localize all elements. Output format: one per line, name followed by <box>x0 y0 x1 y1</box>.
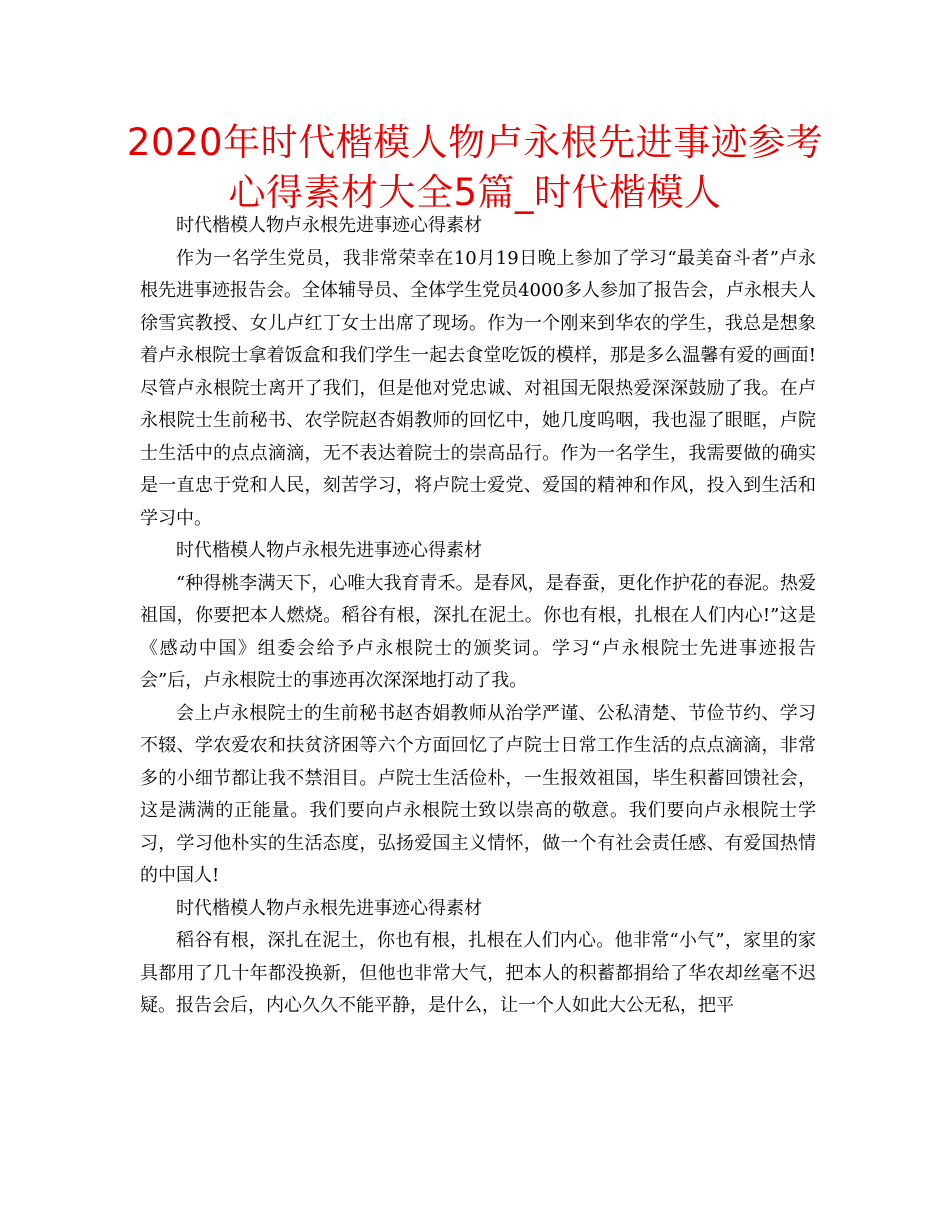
body-paragraph: 作为一名学生党员，我非常荣幸在10月19日晚上参加了学习“最美奋斗者”卢永根先进事迹报告会。全体辅导员、全体学生党员4000多人参加了报告会，卢永根夫人徐雪宾教授、女儿卢红丁女士出席了现场。作为一个刚来到华农的学生，我总是想象着卢永根院士拿着饭盒和我们学生一起去食堂吃饭的模样，那是多么温馨有爱的画面!尽管卢永根院士离开了我们，但是他对党忠诚、对祖国无限热爱深深鼓励了我。在卢永根院士生前秘书、农学院赵杏娟教师的回忆中，她几度呜咽，我也湿了眼眶，卢院士生活中的点点滴滴，无不表达着院士的崇高品行。作为一名学生，我需要做的确实是一直忠于党和人民，刻苦学习，将卢院士爱党、爱国的精神和作风，投入到生活和学习中。 <box>140 247 816 529</box>
body-paragraph: 会上卢永根院士的生前秘书赵杏娟教师从治学严谨、公私清楚、节俭节约、学习不辍、学农爱农和扶贫济困等六个方面回忆了卢院士日常工作生活的点点滴滴，非常多的小细节都让我不禁泪目。卢院士生活俭朴，一生报效祖国，毕生积蓄回馈社会，这是满满的正能量。我们要向卢永根院士致以崇高的敬意。我们要向卢永根院士学习，学习他朴实的生活态度，弘扬爱国主义情怀，做一个有社会责任感、有爱国热情的中国人! <box>140 702 816 886</box>
body-paragraph: 稻谷有根，深扎在泥土，你也有根，扎根在人们内心。他非常“小气”，家里的家具都用了几十年都没换新，但他也非常大气，把本人的积蓄都捐给了华农却丝毫不迟疑。报告会后，内心久久不能平静，是什么，让一个人如此大公无私，把平 <box>140 930 816 1016</box>
body-paragraph: “种得桃李满天下，心唯大我育青禾。是春风，是春蚕，更化作护花的春泥。热爱祖国，你要把本人燃烧。稻谷有根，深扎在泥土。你也有根，扎根在人们内心!”这是《感动中国》组委会给予卢永根院士的颁奖词。学习“卢永根院士先进事迹报告会”后，卢永根院士的事迹再次深深地打动了我。 <box>140 572 816 691</box>
document-body <box>140 210 816 1023</box>
document-title: 2020年时代楷模人物卢永根先进事迹参考心得素材大全5篇_时代楷模人 <box>126 121 824 214</box>
section-heading: 时代楷模人物卢永根先进事迹心得素材 <box>176 540 482 561</box>
section-heading: 时代楷模人物卢永根先进事迹心得素材 <box>176 215 482 236</box>
section-heading: 时代楷模人物卢永根先进事迹心得素材 <box>176 897 482 919</box>
